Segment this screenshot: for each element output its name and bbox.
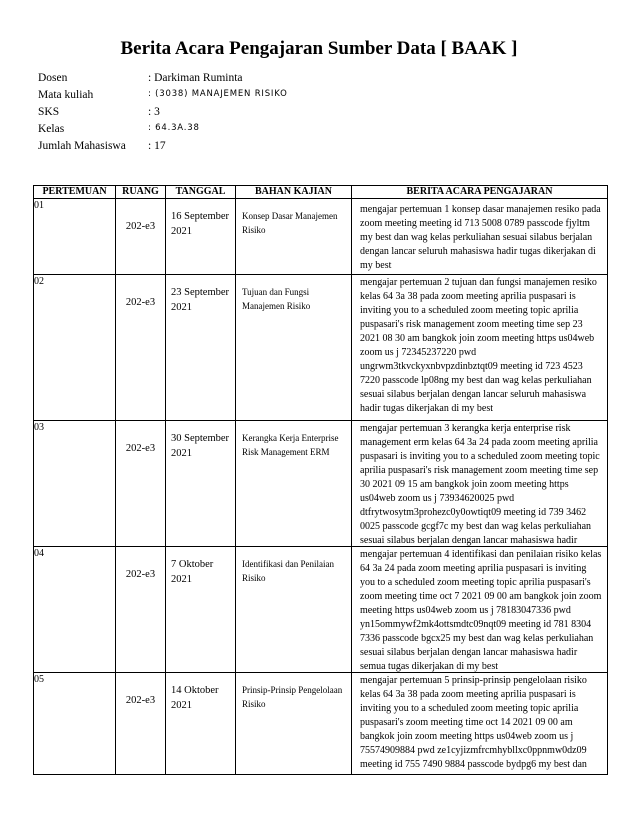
cell-bahan-kajian — [236, 547, 352, 673]
info-row-jumlah-mahasiswa — [38, 140, 288, 157]
table-row — [34, 275, 608, 421]
cell-pertemuan: 02 — [34, 275, 116, 421]
info-label: Dosen — [38, 72, 68, 84]
cell-ruang — [116, 421, 166, 547]
table-row — [34, 199, 608, 275]
table-row — [34, 547, 608, 673]
info-row-kelas — [38, 123, 288, 140]
header-pertemuan: PERTEMUAN — [34, 186, 116, 199]
bahan-text: Identifikasi dan Penilaian Risiko — [242, 559, 334, 583]
ruang-text: 202-e3 — [125, 297, 156, 308]
berita-text: mengajar pertemuan 3 kerangka kerja enterprise risk management erm kelas 64 3a 24 pada zoom meeting aprilia puspasari is inviting you to a scheduled zoom meeting topic aprilia puspasari's risk management zoom meeting time sep 30 2021 09 15 am bangkok join zoom meeting https us04web zoom us j 73934620025 pwd dtfrytwosytm3prohezc0y0owtiqt09 meeting id 739 3462 0025 passcode gcgf7c my best dan wag kelas perkuliahan sesuai silabus berjalan dengan lancar mahasiswa hadir — [360, 423, 600, 546]
info-row-dosen — [38, 72, 288, 89]
tanggal-text: 30 September 2021 — [171, 433, 230, 459]
cell-berita-acara — [352, 673, 608, 775]
cell-pertemuan: 01 — [34, 199, 116, 275]
cell-bahan-kajian — [236, 199, 352, 275]
table-header-row — [34, 186, 608, 199]
cell-bahan-kajian — [236, 673, 352, 775]
bahan-text: Prinsip-Prinsip Pengelolaan Risiko — [242, 685, 343, 709]
info-value: : 3 — [148, 106, 160, 118]
header-tanggal: TANGGAL — [166, 186, 236, 199]
cell-tanggal — [166, 199, 236, 275]
cell-berita-acara — [352, 421, 608, 547]
cell-tanggal — [166, 421, 236, 547]
info-label: Kelas — [38, 123, 65, 135]
cell-bahan-kajian — [236, 275, 352, 421]
header-berita-acara: BERITA ACARA PENGAJARAN — [352, 186, 608, 199]
header-ruang: RUANG — [116, 186, 166, 199]
tanggal-text: 14 Oktober 2021 — [171, 685, 219, 711]
page-title: Berita Acara Pengajaran Sumber Data [ BAAK ] — [120, 38, 518, 59]
info-block — [38, 72, 288, 157]
cell-tanggal — [166, 275, 236, 421]
ruang-text: 202-e3 — [125, 695, 156, 706]
berita-text: mengajar pertemuan 2 tujuan dan fungsi manajemen resiko kelas 64 3a 38 pada zoom meeting aprilia puspasari is inviting you to a scheduled zoom meeting topic aprilia puspasari's risk management zoom meeting time sep 23 2021 08 30 am bangkok join zoom meeting https us04web zoom us j 72345237220 pwd ungrwm3tkvckyxnbvpzdinbztqt09 meeting id 723 4523 7220 passcode lp08ng my best dan wag kelas perkuliahan sesuai silabus berjalan dengan lancar seluruh mahasiswa hadir tugas dikerjakan di my best — [360, 277, 597, 414]
table-row — [34, 421, 608, 547]
info-value: : 64.3A.38 — [148, 123, 200, 133]
ruang-text: 202-e3 — [125, 569, 156, 580]
cell-berita-acara — [352, 275, 608, 421]
cell-bahan-kajian — [236, 421, 352, 547]
info-label: Jumlah Mahasiswa — [38, 140, 126, 152]
info-label: SKS — [38, 106, 60, 118]
info-value: : (3038) MANAJEMEN RISIKO — [148, 89, 288, 99]
cell-ruang — [116, 547, 166, 673]
ruang-text: 202-e3 — [125, 443, 156, 454]
info-row-mata-kuliah — [38, 89, 288, 106]
table-row — [34, 673, 608, 775]
cell-ruang — [116, 673, 166, 775]
berita-text: mengajar pertemuan 1 konsep dasar manajemen resiko pada zoom meeting meeting id 713 5008 0789 passcode fjyltm my best dan wag kelas perkuliahan sesuai silabus berjalan dengan lancar seluruh mahasiswa hadir tugas dikerjakan di my best — [360, 204, 601, 271]
cell-tanggal — [166, 547, 236, 673]
bahan-text: Konsep Dasar Manajemen Risiko — [242, 211, 338, 235]
ruang-text: 202-e3 — [125, 221, 156, 232]
cell-berita-acara — [352, 547, 608, 673]
info-label: Mata kuliah — [38, 89, 94, 101]
cell-ruang — [116, 199, 166, 275]
tanggal-text: 16 September 2021 — [171, 211, 230, 237]
cell-pertemuan: 04 — [34, 547, 116, 673]
teaching-report-table — [33, 185, 608, 775]
cell-ruang — [116, 275, 166, 421]
cell-berita-acara — [352, 199, 608, 275]
berita-text: mengajar pertemuan 5 prinsip-prinsip pengelolaan risiko kelas 64 3a 38 pada zoom meeting aprilia puspasari is inviting you to a scheduled zoom meeting topic aprilia puspasari's zoom meeting time oct 14 2021 09 00 am bangkok join zoom meeting https us04web zoom us j 75574909884 pwd ze1cyjizmfrcmhybllxc0ppnmw0dz09 meeting id 755 7490 9884 passcode bydpg6 my best dan — [360, 675, 587, 770]
header-bahan-kajian: BAHAN KAJIAN — [236, 186, 352, 199]
bahan-text: Kerangka Kerja Enterprise Risk Management ERM — [242, 433, 339, 457]
bahan-text: Tujuan dan Fungsi Manajemen Risiko — [242, 287, 311, 311]
cell-pertemuan: 03 — [34, 421, 116, 547]
info-row-sks — [38, 106, 288, 123]
berita-text: mengajar pertemuan 4 identifikasi dan penilaian risiko kelas 64 3a 24 pada zoom meeting aprilia puspasari is inviting you to a scheduled zoom meeting topic aprilia puspasari's zoom meeting time oct 7 2021 09 00 am bangkok join zoom meeting https us04web zoom us j 78183047336 pwd yn15ommywf2mk4ottsmdtc09nqt09 meeting id 781 8304 7336 passcode bgcx25 my best dan wag kelas perkuliahan sesuai silabus berjalan dengan lancar mahasiswa hadir semua tugas dikerjakan di my best — [360, 549, 602, 672]
info-value: : 17 — [148, 140, 166, 152]
tanggal-text: 7 Oktober 2021 — [171, 559, 214, 585]
tanggal-text: 23 September 2021 — [171, 287, 230, 313]
cell-tanggal — [166, 673, 236, 775]
cell-pertemuan: 05 — [34, 673, 116, 775]
info-value: : Darkiman Ruminta — [148, 72, 243, 84]
